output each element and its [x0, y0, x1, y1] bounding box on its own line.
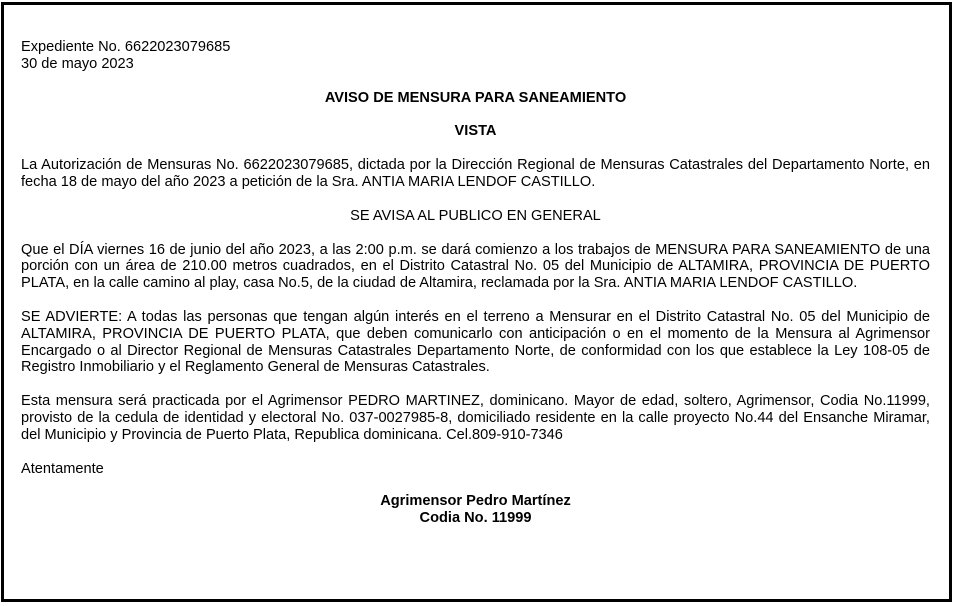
survey-paragraph: Que el DÍA viernes 16 de junio del año 2023, a las 2:00 p.m. se dará comienzo a los trabajos de MENSURA PARA SANEAMIENTO de una porción con un área de 210.00 metros cuadrados, en el Distrito Catastral No. 05 del Municipio de ALTAMIRA, PROVINCIA DE PUERTO PLATA, en la calle camino al play, casa No.5, de la ciudad de Altamira, reclamada por la Sra. ANTIA MARIA LENDOF CASTILLO.: [21, 241, 930, 292]
notice-frame: [1, 2, 952, 602]
notice-date: 30 de mayo 2023: [21, 55, 134, 72]
expediente-number: Expediente No. 6622023079685: [21, 39, 231, 55]
signature-name: Agrimensor Pedro Martínez: [380, 493, 571, 510]
authorization-paragraph: La Autorización de Mensuras No. 6622023079685, dictada por la Dirección Regional de Mensuras Catastrales del Departamento Norte, en fecha 18 de mayo del año 2023 a petición de la Sra. ANTIA MARIA LENDOF CASTILLO.: [21, 157, 930, 190]
signature-codia: Codia No. 11999: [419, 510, 532, 527]
closing-text: Atentamente: [21, 460, 104, 477]
surveyor-paragraph: Esta mensura será practicada por el Agrimensor PEDRO MARTINEZ, dominicano. Mayor de edad, soltero, Agrimensor, Codia No.11999, provisto de la cedula de identidad y electoral No. 037-0027985-8, domiciliado residente en la calle proyecto No.44 del Ensanche Miramar, del Municipio y Provincia de Puerto Plata, Republica dominicana. Cel.809-910-7346: [21, 393, 930, 443]
notice-header: [21, 39, 930, 73]
public-notice-heading: SE AVISA AL PUBLICO EN GENERAL: [350, 207, 601, 224]
notice-title: AVISO DE MENSURA PARA SANEAMIENTO: [324, 89, 627, 106]
warning-paragraph: SE ADVIERTE: A todas las personas que tengan algún interés en el terreno a Mensurar en el Distrito Catastral No. 05 del Municipio de ALTAMIRA, PROVINCIA DE PUERTO PLATA, que deben comunicarlo con anticipación o en el momento de la Mensura al Agrimensor Encargado o al Director Regional de Mensuras Catastrales Departamento Norte, de conformidad con los que establece la Ley 108-05 de Registro Inmobiliario y el Reglamento General de Mensuras Catastrales.: [21, 308, 930, 376]
vista-heading: VISTA: [454, 123, 497, 140]
signature-block: [21, 493, 930, 527]
notice-content: [21, 39, 930, 527]
